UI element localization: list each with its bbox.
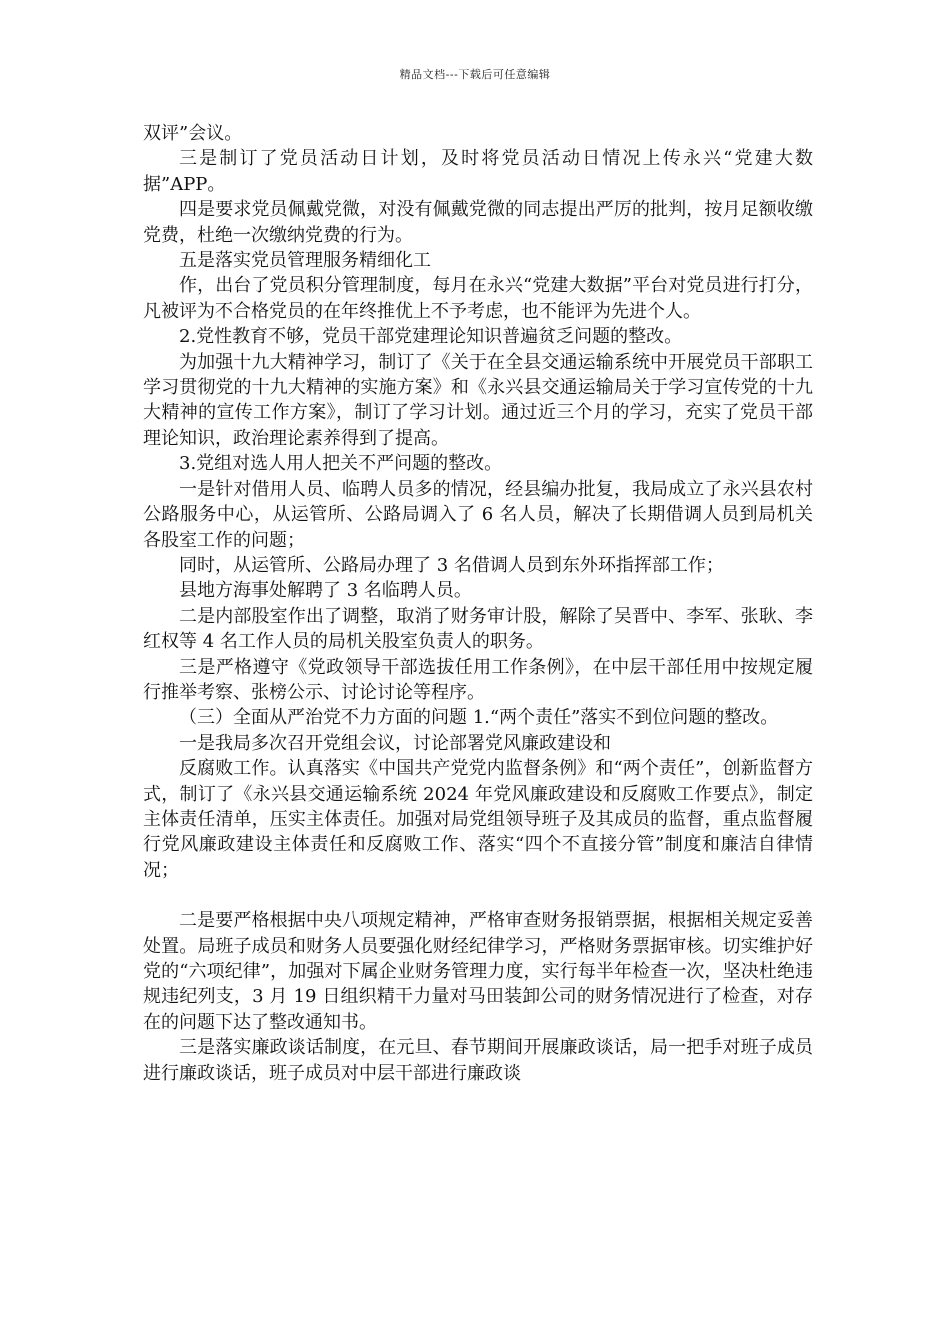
paragraph: 四是要求党员佩戴党微，对没有佩戴党微的同志提出严厉的批判，按月足额收缴党费，杜绝一次缴纳党费的行为。 bbox=[143, 199, 813, 246]
paragraph: 作，出台了党员积分管理制度，每月在永兴“党建大数据”平台对党员进行打分，凡被评为不合格党员的在年终推优上不予考虑，也不能评为先进个人。 bbox=[143, 275, 813, 322]
paragraph: 三是落实廉政谈话制度，在元旦、春节期间开展廉政谈话，局一把手对班子成员进行廉政谈话，班子成员对中层干部进行廉政谈 bbox=[143, 1037, 813, 1084]
paragraph: 二是要严格根据中央八项规定精神，严格审查财务报销票据，根据相关规定妥善处置。局班子成员和财务人员要强化财经纪律学习，严格财务票据审核。切实维护好党的“六项纪律”，加强对下属企业财务管理力度，实行每半年检查一次，坚决杜绝违规违纪列支，3 月 19 日组织精干力量对马田装卸公司的财务情况进行了检查，对存在的问题下达了整改通知书。 bbox=[143, 910, 813, 1033]
paragraph: 三是严格遵守《党政领导干部选拔任用工作条例》，在中层干部任用中按规定履行推举考察、张榜公示、讨论讨论等程序。 bbox=[143, 656, 813, 703]
paragraph: 二是内部股室作出了调整，取消了财务审计股，解除了吴晋中、李军、张耿、李红权等 4 名工作人员的局机关股室负责人的职务。 bbox=[143, 605, 813, 653]
paragraph: 2.党性教育不够，党员干部党建理论知识普遍贫乏问题的整改。 bbox=[179, 326, 683, 348]
paragraph: 三是制订了党员活动日计划，及时将党员活动日情况上传永兴“党建大数据”APP。 bbox=[143, 148, 813, 195]
blank-line bbox=[143, 883, 813, 908]
paragraph: 为加强十九大精神学习，制订了《关于在全县交通运输系统中开展党员干部职工学习贯彻党的十九大精神的实施方案》和《永兴县交通运输局关于学习宣传党的十九大精神的宣传工作方案》，制订了学习计划。通过近三个月的学习，充实了党员干部理论知识，政治理论素养得到了提高。 bbox=[143, 351, 813, 449]
paragraph: 反腐败工作。认真落实《中国共产党党内监督条例》和“两个责任”，创新监督方式，制订了《永兴县交通运输系统 2024 年党风廉政建设和反腐败工作要点》，制定主体责任清单，压实主体责任。加强对局党组领导班子及其成员的监督，重点监督履行党风廉政建设主体责任和反腐败工作、落实“四个不直接分管”制度和廉洁自律情况； bbox=[143, 758, 813, 881]
paragraph: 双评”会议。 bbox=[143, 123, 243, 144]
page-header: 精品文档---下载后可任意编辑 bbox=[399, 68, 551, 81]
paragraph: 一是针对借用人员、临聘人员多的情况，经县编办批复，我局成立了永兴县农村公路服务中心，从运管所、公路局调入了 6 名人员，解决了长期借调人员到局机关各股室工作的问题； bbox=[143, 478, 813, 551]
paragraph: 县地方海事处解聘了 3 名临聘人员。 bbox=[179, 580, 472, 602]
paragraph: （三）全面从严治党不力方面的问题 1.“两个责任”落实不到位问题的整改。 bbox=[179, 707, 779, 729]
paragraph: 五是落实党员管理服务精细化工 bbox=[179, 250, 431, 272]
paragraph: 同时，从运管所、公路局办理了 3 名借调人员到东外环指挥部工作； bbox=[179, 554, 724, 576]
paragraph: 3.党组对选人用人把关不严问题的整改。 bbox=[179, 453, 503, 475]
paragraph: 一是我局多次召开党组会议，讨论部署党风廉政建设和 bbox=[179, 732, 611, 754]
document-body bbox=[143, 121, 813, 1086]
